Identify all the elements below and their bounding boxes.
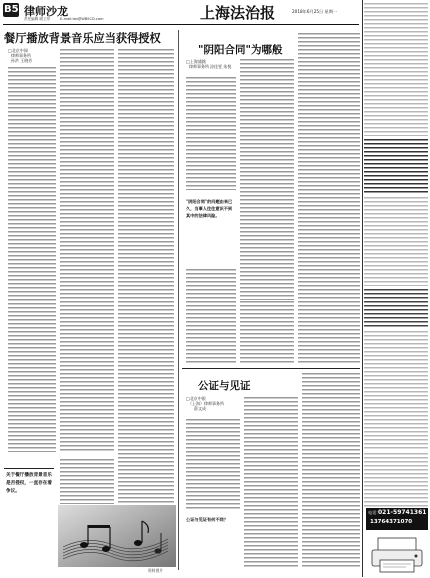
pullquote-text: "阴阳合同"的问题由来已久，当事人往往意识不到其中的法律风险。 xyxy=(186,199,233,218)
text-column xyxy=(8,66,56,452)
byline-line: 律师事务所 xyxy=(11,53,31,58)
article-byline xyxy=(8,48,42,63)
photo-credit: 资料图片 xyxy=(148,568,164,573)
byline-line: （上海）律师事务所 xyxy=(188,401,224,406)
hotline-number: 021-59741361 xyxy=(378,509,427,516)
date-line: 2018年6月25日 星期一 xyxy=(292,9,338,14)
text-column xyxy=(186,76,236,190)
text-column xyxy=(186,268,236,364)
section-badge xyxy=(3,3,19,17)
hotline-mobile: 13764371070 xyxy=(370,519,413,525)
text-column xyxy=(298,32,360,364)
ads-divider xyxy=(362,0,363,577)
classified-ads-block xyxy=(364,196,428,286)
byline-line: □北京中闻 xyxy=(8,48,28,53)
pullquote-box xyxy=(186,196,236,266)
paper-logo: 上海法治报 xyxy=(200,4,276,22)
masthead-rule xyxy=(3,24,359,25)
article-headline: 餐厅播放背景音乐应当获得授权 xyxy=(4,32,161,45)
music-illustration xyxy=(58,505,176,567)
byline-line: 孙洪 王晓芳 xyxy=(11,58,33,63)
section-code: B5 xyxy=(4,4,19,15)
article-byline xyxy=(186,396,242,411)
music-note-icon xyxy=(58,505,176,567)
classified-ads-block xyxy=(364,288,428,328)
pullquote-text: 关于餐厅播放背景音乐是否侵权，一直存在着争议。 xyxy=(6,473,52,494)
text-column xyxy=(302,372,360,568)
byline-line: □上海浦銘 xyxy=(186,59,206,64)
text-column xyxy=(186,418,240,510)
section-title: 律师沙龙 xyxy=(24,5,68,18)
column-divider xyxy=(178,30,179,570)
pullquote-box xyxy=(4,468,54,560)
text-column xyxy=(60,48,114,452)
byline-line: □北京中银 xyxy=(186,396,206,401)
hotline-box xyxy=(366,508,428,530)
printer-icon xyxy=(366,532,428,574)
classified-ads-block xyxy=(364,138,428,194)
article-headline: "阴阳合同"为哪般 xyxy=(198,44,283,56)
pullquote-rule xyxy=(4,468,54,469)
byline-line: 涂佳雯 朱悦 xyxy=(210,64,232,69)
byline-line: 薛文成 xyxy=(194,406,206,411)
hotline-label: 电话： xyxy=(368,510,381,515)
text-column xyxy=(240,300,294,364)
article-headline: 公证与见证 xyxy=(198,380,251,392)
text-column xyxy=(60,458,114,504)
pullquote-box xyxy=(186,514,240,568)
classified-ads-block xyxy=(364,452,428,508)
section-divider xyxy=(182,368,360,369)
printer-illustration xyxy=(366,532,428,574)
text-column xyxy=(118,48,174,548)
byline-line: 律师事务所 xyxy=(189,64,209,69)
classified-ads-block xyxy=(364,330,428,450)
pullquote-text: 公证与见证有何不同？ xyxy=(186,517,228,522)
email-line: E-mail:lsb@WBSCD.com xyxy=(60,17,104,21)
classified-ads-block xyxy=(364,2,428,136)
editor-line: 责任编辑 顾卫东 xyxy=(24,17,51,21)
text-column xyxy=(244,396,298,568)
